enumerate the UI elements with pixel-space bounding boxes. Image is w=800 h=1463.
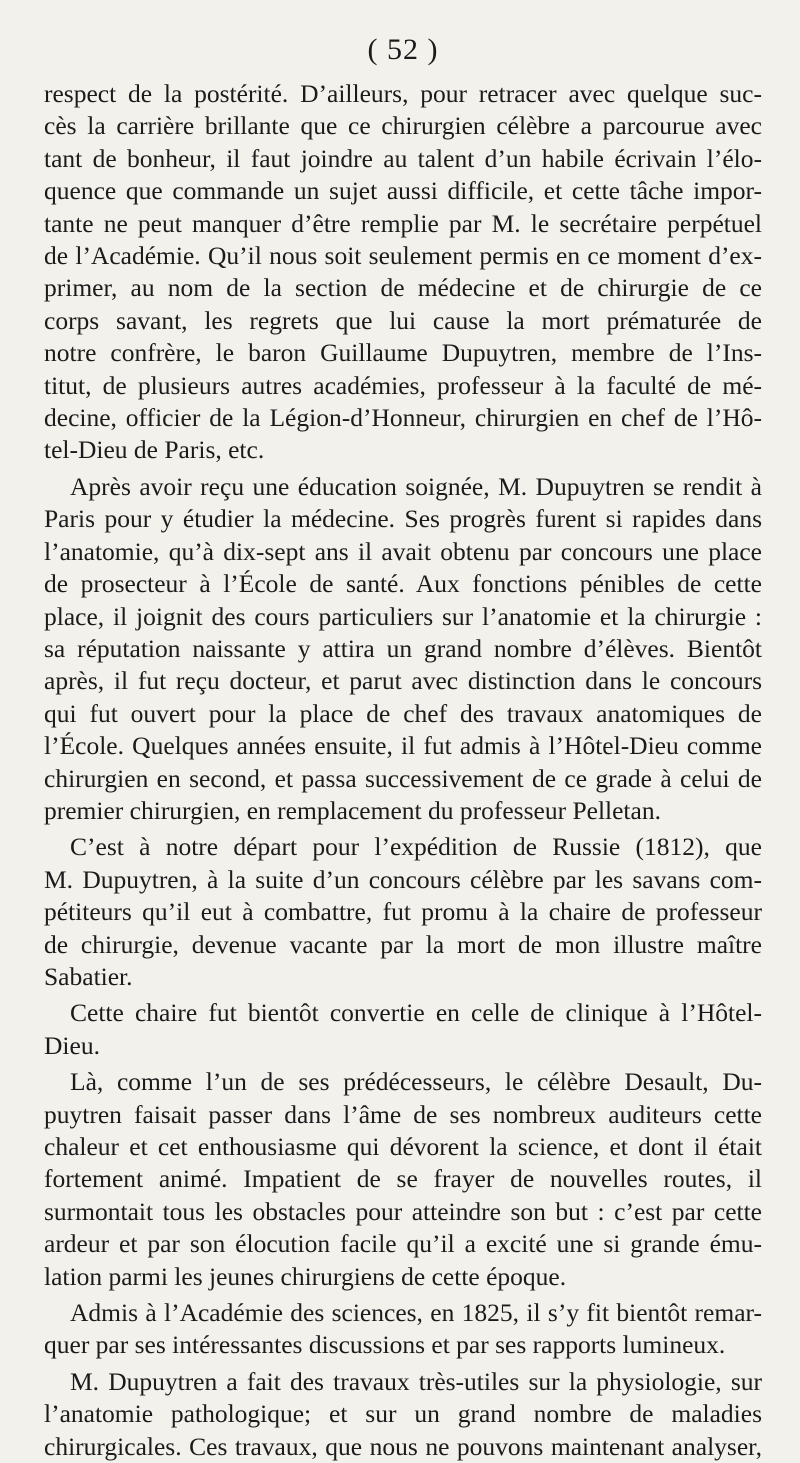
text-line: surmontait tous les obstacles pour atteindre son but : c’est par cette — [44, 1196, 762, 1226]
text-line: place, il joignit des cours particuliers sur l’anatomie et la chirurgie : — [44, 601, 762, 631]
text-line: sa réputation naissante y attira un grand nombre d’élèves. Bientôt — [44, 633, 762, 663]
paragraph — [44, 471, 762, 827]
text-line: Là, comme l’un de ses prédécesseurs, le célèbre Desault, Du- — [70, 1067, 762, 1097]
text-line: tant de bonheur, il faut joindre au talent d’un habile écrivain l’élo- — [44, 143, 762, 173]
text-line: chaleur et cet enthousiasme qui dévorent la science, et dont il était — [44, 1132, 762, 1161]
text-line: tante ne peut manquer d’être remplie par M. le secrétaire perpétuel — [44, 208, 762, 238]
text-line: Dieu. — [44, 1030, 100, 1060]
text-line: Après avoir reçu une éducation soignée, M. Dupuytren se rendit à — [70, 471, 762, 501]
text-line: decine, officier de la Légion-d’Honneur, chirurgien en chef de l’Hô- — [44, 403, 762, 433]
text-line: de prosecteur à l’École de santé. Aux fonctions pénibles de cette — [44, 569, 762, 599]
text-line: Cette chaire fut bientôt convertie en celle de clinique à l’Hôtel- — [70, 998, 762, 1028]
text-line: quence que commande un sujet aussi difficile, et cette tâche impor- — [44, 176, 762, 206]
text-line: fortement animé. Impatient de se frayer de nouvelles routes, il — [44, 1164, 762, 1194]
text-line: de chirurgie, devenue vacante par la mort de mon illustre maître — [44, 929, 762, 959]
text-line: pétiteurs qu’il eut à combattre, fut promu à la chaire de professeur — [44, 897, 762, 927]
text-line: C’est à notre départ pour l’expédition de Russie (1812), que — [70, 832, 762, 862]
text-line: ardeur et par son élocution facile qu’il a excité une si grande ému- — [44, 1229, 762, 1259]
text-line: M. Dupuytren, à la suite d’un concours célèbre par les savans com- — [44, 864, 762, 894]
page-number: ( 52 ) — [367, 33, 439, 66]
paragraph — [44, 1066, 762, 1293]
text-line: après, il fut reçu docteur, et parut avec distinction dans le concours — [44, 666, 762, 696]
text-line: l’École. Quelques années ensuite, il fut admis à l’Hôtel-Dieu comme — [44, 731, 762, 761]
paragraph — [44, 1366, 762, 1463]
text-line: M. Dupuytren a fait des travaux très-utiles sur la physiologie, sur — [70, 1366, 762, 1396]
body-text — [44, 78, 762, 1463]
paragraph — [44, 831, 762, 993]
paragraph — [44, 78, 762, 467]
text-line: titut, de plusieurs autres académies, professeur à la faculté de mé- — [44, 370, 762, 400]
paragraph — [44, 997, 762, 1062]
text-line: Admis à l’Académie des sciences, en 1825, il s’y fit bientôt remar- — [70, 1298, 762, 1328]
text-line: respect de la postérité. D’ailleurs, pour retracer avec quelque suc- — [44, 79, 762, 108]
text-line: chirurgicales. Ces travaux, que nous ne pouvons maintenant analyser, — [44, 1431, 762, 1461]
text-line: Paris pour y étudier la médecine. Ses progrès furent si rapides dans — [44, 504, 762, 534]
text-line: tel-Dieu de Paris, etc. — [44, 435, 265, 465]
text-line: primer, au nom de la section de médecine et de chirurgie de ce — [44, 273, 762, 303]
text-line: corps savant, les regrets que lui cause la mort prématurée de — [44, 305, 762, 335]
text-line: lation parmi les jeunes chirurgiens de cette époque. — [44, 1261, 567, 1291]
text-line: l’anatomie pathologique; et sur un grand nombre de maladies — [44, 1399, 762, 1429]
text-line: chirurgien en second, et passa successivement de ce grade à celui de — [44, 763, 762, 793]
paragraph — [44, 1297, 762, 1362]
text-line: puytren faisait passer dans l’âme de ses nombreux auditeurs cette — [44, 1099, 762, 1129]
text-line: qui fut ouvert pour la place de chef des travaux anatomiques de — [44, 698, 762, 728]
text-line: notre confrère, le baron Guillaume Dupuytren, membre de l’Ins- — [44, 338, 762, 368]
text-line: quer par ses intéressantes discussions et par ses rapports lumineux. — [44, 1330, 726, 1360]
text-line: cès la carrière brillante que ce chirurgien célèbre a parcourue avec — [44, 111, 762, 141]
text-line: l’anatomie, qu’à dix-sept ans il avait obtenu par concours une place — [44, 536, 762, 566]
text-line: de l’Académie. Qu’il nous soit seulement permis en ce moment d’ex- — [44, 241, 762, 271]
text-line: Sabatier. — [44, 961, 133, 991]
text-line: premier chirurgien, en remplacement du professeur Pelletan. — [44, 795, 661, 825]
